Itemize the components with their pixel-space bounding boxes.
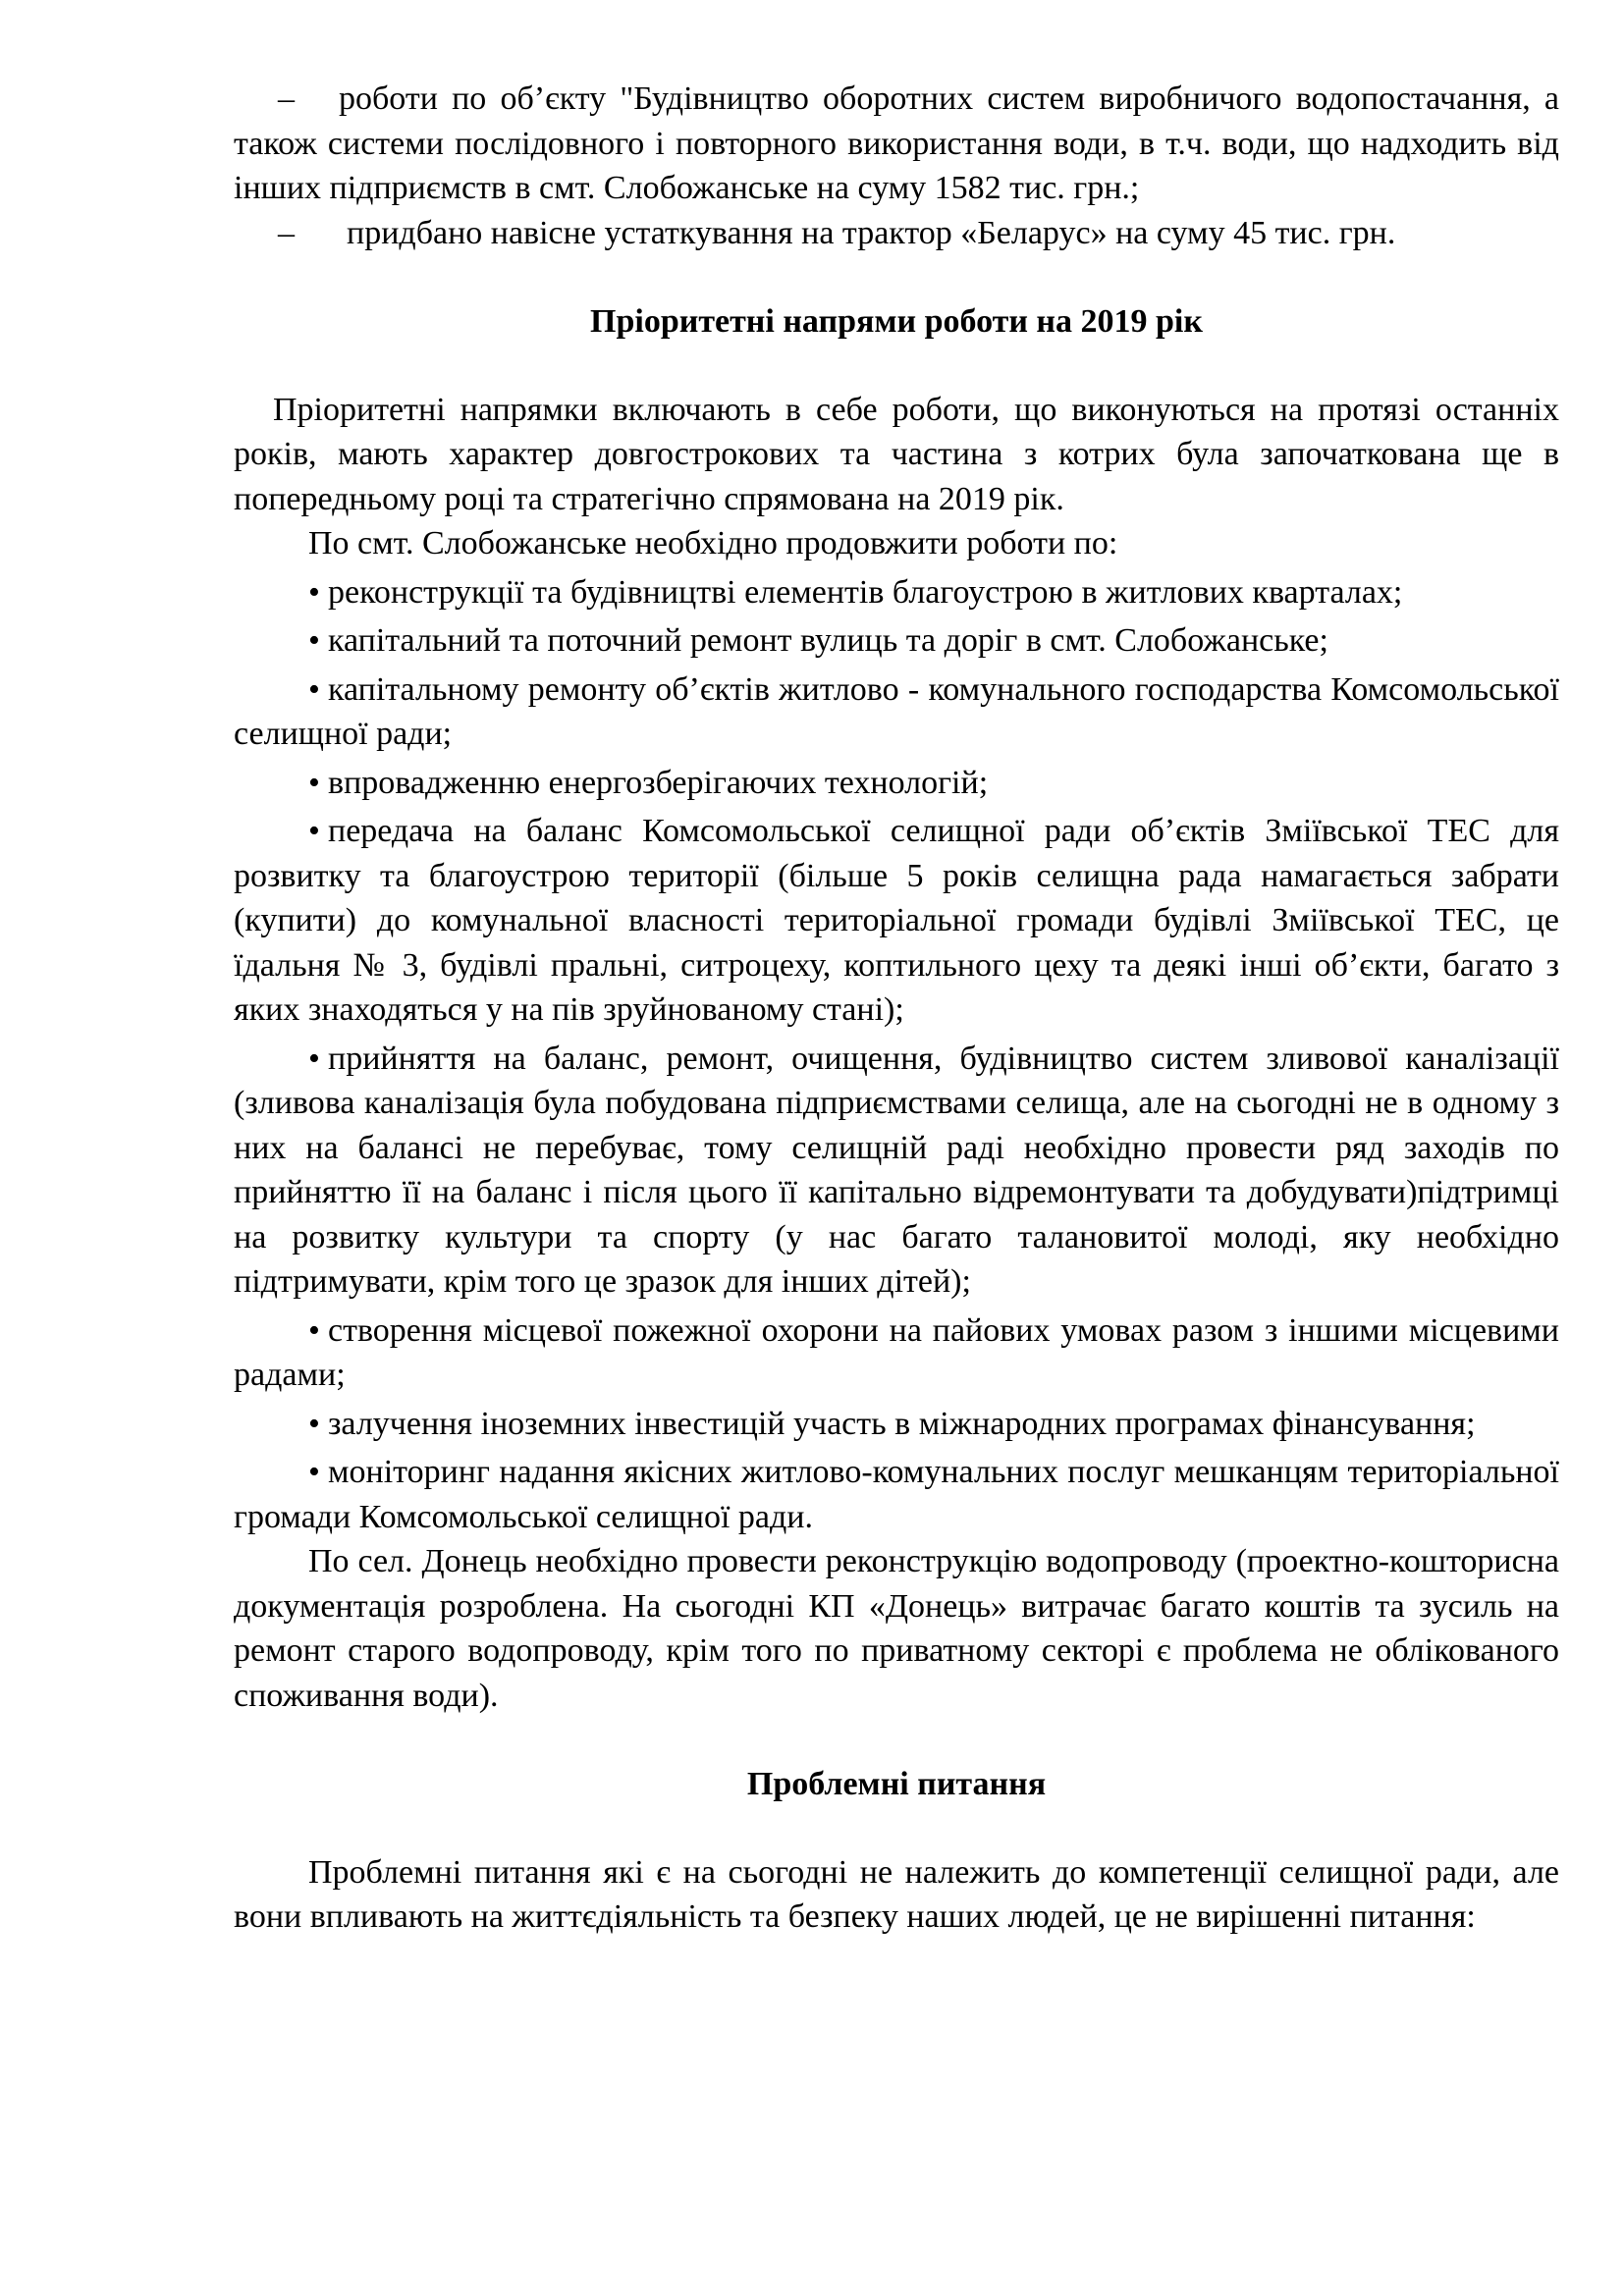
bullet-item (234, 809, 1559, 1033)
slobozhanske-lead-paragraph: По смт. Слобожанське необхідно продовжити роботи по: (308, 525, 1118, 561)
bullet-marker: • (308, 1454, 320, 1490)
list-item-text: придбано навісне устаткування на трактор «Беларус» на суму 45 тис. грн. (347, 214, 1396, 251)
bullet-marker: • (308, 1040, 320, 1077)
donets-paragraph: По сел. Донець необхідно провести реконструкцію водопроводу (проектно-кошторисна документація розроблена. На сьогодні КП «Донець» витрачає багато коштів та зусиль на ремонт старого водопроводу, крім того по приватному секторі є проблема не облікованого споживання води). (234, 1543, 1559, 1714)
list-item-text: роботи по об’єкту "Будівництво оборотних систем виробничого водопостачання, а також системи послідовного і повторного використання води, в т.ч. води, що надходить від інших підприємств в смт. Слобожанське на суму 1582 тис. грн.; (234, 80, 1559, 206)
bullet-text: залучення іноземних інвестицій участь в міжнародних програмах фінансування; (328, 1405, 1476, 1442)
bullet-marker: • (308, 622, 320, 659)
document-page (234, 77, 1559, 1940)
bullet-marker: • (308, 1405, 320, 1442)
section-heading-priorities: Пріоритетні напрями роботи на 2019 рік (590, 303, 1203, 340)
section-heading-problems: Проблемні питання (746, 1766, 1047, 1802)
bullet-text: капітальному ремонту об’єктів житлово - комунального господарства Комсомольської селищної ради; (234, 670, 1559, 752)
dash-marker: – (278, 214, 295, 251)
bullet-marker: • (308, 670, 320, 708)
list-item-tractor (234, 211, 1559, 256)
bullet-text: реконструкції та будівництві елементів благоустрою в житлових кварталах; (328, 573, 1403, 611)
bullet-text: передача на баланс Комсомольської селищної ради об’єктів Зміївської ТЕС для розвитку та благоустрою території (більше 5 років селищна рада намагається забрати (купити) до комунальної власності територіальної громади будівлі Зміївської ТЕС, це їдальня № 3, будівлі пральні, ситроцеху, коптильного цеху та деякі інші об’єкти, багато з яких знаходяться у на пів зруйнованому стані); (234, 813, 1559, 1028)
bullet-item (234, 1037, 1559, 1305)
bullet-item (234, 761, 1559, 806)
bullet-text: впровадженню енергозберігаючих технологій; (328, 764, 989, 801)
bullet-text: моніторинг надання якісних житлово-комунальних послуг мешканцям територіальної громади Комсомольської селищної ради. (234, 1454, 1559, 1535)
bullet-marker: • (308, 764, 320, 801)
bullet-item (234, 570, 1559, 615)
bullet-text: капітальний та поточний ремонт вулиць та доріг в смт. Слобожанське; (328, 622, 1328, 659)
priorities-intro-paragraph: Пріоритетні напрямки включають в себе роботи, що виконуються на протязі останніх років, мають характер довгострокових та частина з котрих була започаткована ще в попередньому році та стратегічно спрямована на 2019 рік. (234, 391, 1559, 517)
bullet-item (234, 618, 1559, 664)
bullet-text: створення місцевої пожежної охорони на пайових умовах разом з іншими місцевими радами; (234, 1311, 1559, 1393)
bullet-marker: • (308, 573, 320, 611)
bullet-item (234, 1308, 1559, 1398)
problems-intro-paragraph: Проблемні питання які є на сьогодні не належить до компетенції селищної ради, але вони впливають на життєдіяльність та безпеку наших людей, це не вирішенні питання: (234, 1853, 1559, 1935)
bullet-marker: • (308, 1311, 320, 1349)
list-item-construction (234, 77, 1559, 211)
bullet-item (234, 667, 1559, 757)
bullet-marker: • (308, 813, 320, 849)
bullet-text: прийняття на баланс, ремонт, очищення, будівництво систем зливової каналізації (зливова каналізація була побудована підприємствами селища, але на сьогодні не в одному з них на балансі не перебуває, тому селищній раді необхідно провести ряд заходів по прийняттю її на баланс і після цього її капітально відремонтувати та добудувати)підтримці на розвитку культури та спорту (у нас багато талановитої молоді, яку необхідно підтримувати, крім того це зразок для інших дітей); (234, 1040, 1559, 1300)
bullet-item (234, 1402, 1559, 1447)
bullet-item (234, 1450, 1559, 1539)
dash-marker: – (278, 80, 295, 117)
